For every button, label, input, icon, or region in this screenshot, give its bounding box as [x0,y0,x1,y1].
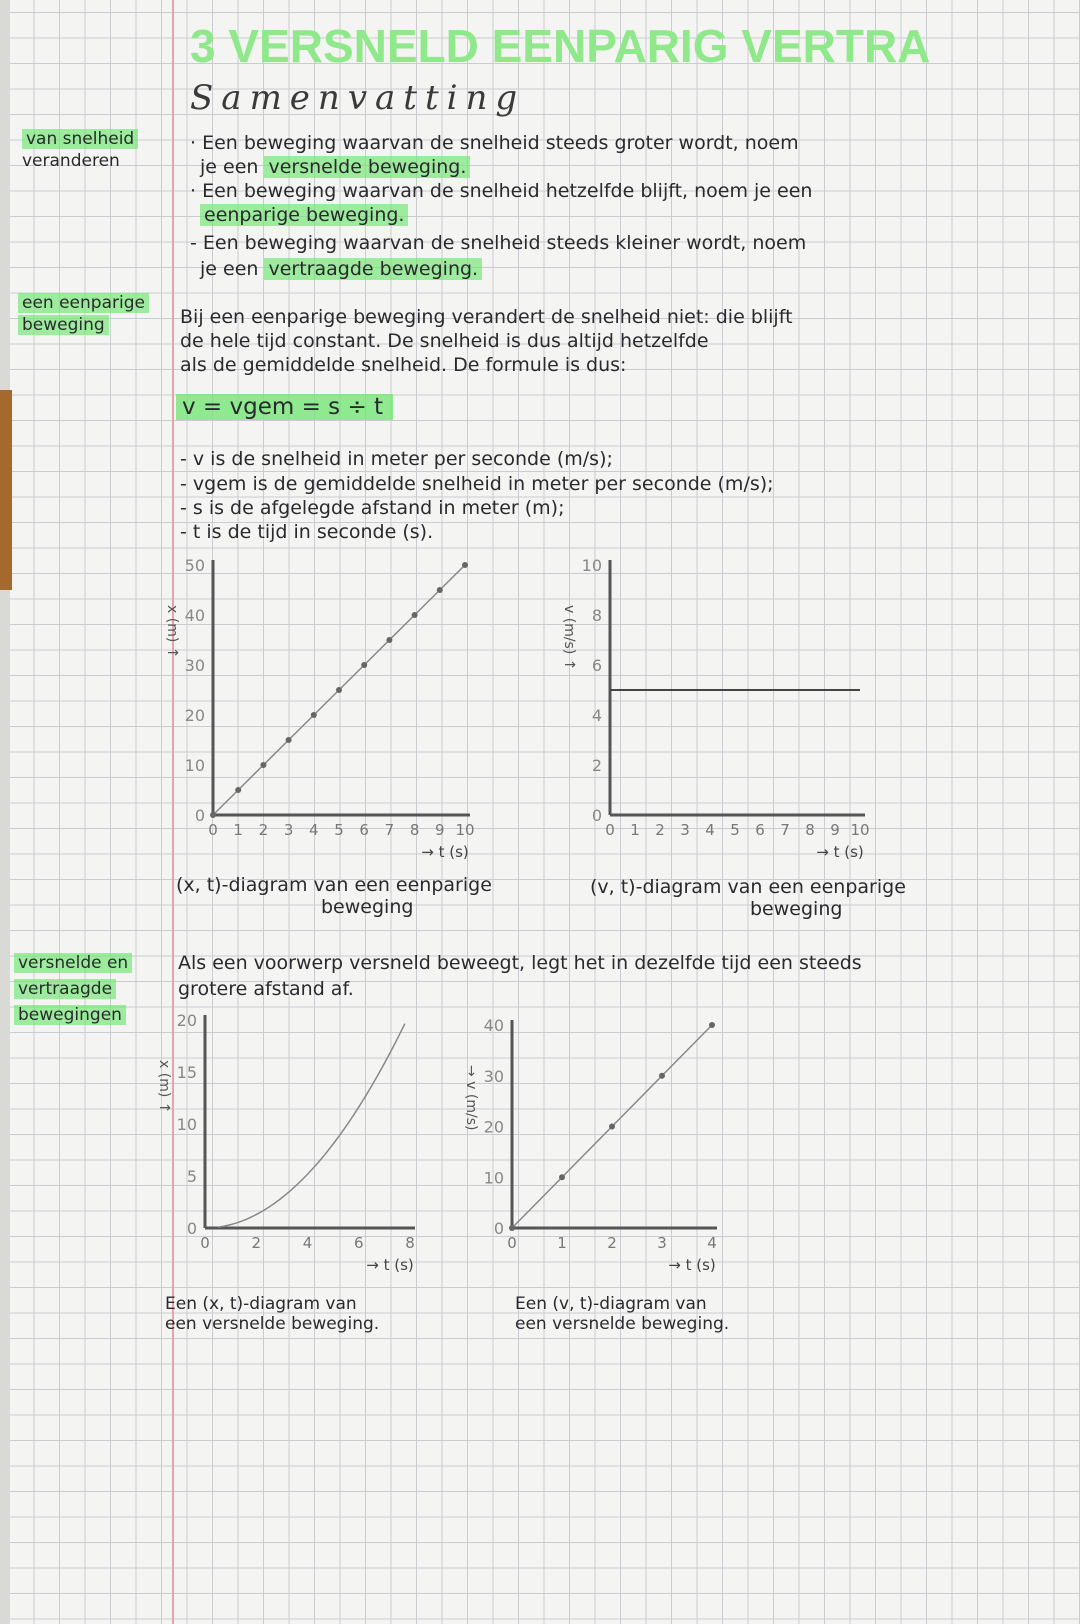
caption-line: Een (x, t)-diagram van [165,1294,357,1314]
x-tick-label: 1 [233,821,243,839]
x-tick-label: 3 [283,821,294,839]
y-tick-label: 0 [591,806,602,825]
x-tick-label: 9 [435,821,445,839]
data-point [559,1174,565,1180]
x-tick-label: 9 [830,821,840,839]
data-point [210,812,216,818]
text-line: als de gemiddelde snelheid. De formule is dus: [180,354,627,376]
y-tick-label: 20 [483,1117,504,1137]
series-line [218,1024,405,1228]
label-line: van snelheid [22,129,138,149]
data-point [437,587,443,593]
text-line: Als een voorwerp versneld beweegt, legt het in dezelfde tijd een steeds [178,952,862,974]
x-tick-label: 8 [405,1234,415,1252]
y-tick-label: 10 [184,756,205,775]
x-tick-label: 5 [730,821,740,839]
y-tick-label: 8 [591,606,602,625]
data-point [709,1022,715,1028]
y-axis-label: x (m) ↑ [156,1060,172,1114]
x-tick-label: 6 [755,821,765,839]
data-point [609,1124,615,1130]
label-line: bewegingen [14,1005,126,1025]
x-tick-label: 2 [251,1234,262,1252]
data-point [386,637,392,643]
title-script: Samenvatting [190,78,526,118]
x-tick-label: 2 [607,1234,617,1252]
text: je een [200,156,259,178]
y-tick-label: 4 [591,706,602,725]
x-tick-label: 6 [359,821,369,839]
data-point [336,687,342,693]
data-point [509,1225,515,1231]
data-point [286,737,292,743]
x-tick-label: 7 [384,821,395,839]
caption-line: (x, t)-diagram van een eenparige [176,874,492,896]
y-tick-label: 0 [186,1219,197,1238]
y-tick-label: 50 [184,556,205,575]
bullet: - t is de tijd in seconde (s). [180,521,434,543]
x-axis-label: → t (s) [421,843,469,861]
x-tick-label: 3 [680,821,690,839]
x-tick-label: 4 [302,1234,313,1252]
bullet: - vgem is de gemiddelde snelheid in meter per seconde (m/s); [180,473,774,495]
bullet: - s is de afgelegde afstand in meter (m); [180,497,565,519]
x-tick-label: 7 [780,821,790,839]
text-line: - Een beweging waarvan de snelheid steeds kleiner wordt, noem [190,232,807,254]
x-tick-label: 4 [707,1234,717,1252]
label-line: vertraagde [14,979,116,999]
y-tick-label: 30 [184,656,205,675]
x-axis-label: → t (s) [366,1256,414,1274]
y-tick-label: 30 [483,1066,504,1086]
y-tick-label: 20 [184,706,205,725]
bullet: - v is de snelheid in meter per seconde (m/s); [180,448,613,470]
y-tick-label: 40 [483,1016,504,1035]
highlight-term: versnelde beweging. [264,156,470,178]
data-point [235,787,241,793]
y-tick-label: 0 [493,1219,504,1238]
label-line: versnelde en [14,953,132,973]
label-line: beweging [18,315,109,335]
highlight-term: eenparige beweging. [200,204,408,226]
y-tick-label: 10 [176,1115,197,1134]
x-tick-label: 3 [657,1234,667,1252]
y-axis-label: v (m/s) ↑ [561,605,577,671]
label-line: een eenparige [18,293,149,313]
y-tick-label: 5 [186,1167,197,1186]
x-tick-label: 1 [630,821,640,839]
x-tick-label: 8 [409,821,420,839]
x-axis-label: → t (s) [816,843,864,861]
x-tick-label: 10 [850,821,870,839]
x-tick-label: 2 [655,821,665,839]
x-tick-label: 0 [208,821,218,839]
y-tick-label: 15 [176,1063,197,1082]
label-line: veranderen [22,151,120,171]
data-point [659,1073,665,1079]
x-tick-label: 8 [805,821,815,839]
caption-line: een versnelde beweging. [165,1314,380,1334]
x-tick-label: 0 [200,1234,210,1252]
x-tick-label: 4 [309,821,319,839]
y-tick-label: 0 [194,806,205,825]
y-tick-label: 20 [176,1011,197,1030]
highlight-term: vertraagde beweging. [264,258,482,280]
x-tick-label: 6 [353,1234,364,1252]
y-tick-label: 6 [591,656,602,675]
caption-line: beweging [750,898,843,920]
x-tick-label: 0 [605,821,615,839]
x-tick-label: 10 [455,821,475,839]
x-tick-label: 0 [507,1234,517,1252]
y-axis-label: → v (m/s) [463,1065,479,1131]
caption-line: (v, t)-diagram van een eenparige [590,876,906,898]
text-line: de hele tijd constant. De snelheid is dus altijd hetzelfde [180,330,709,352]
x-axis-label: → t (s) [668,1256,716,1274]
data-point [361,662,367,668]
y-tick-label: 10 [483,1168,504,1188]
data-point [412,612,418,618]
data-point [462,562,468,568]
text-line: Bij een eenparige beweging verandert de snelheid niet: die blijft [180,306,793,328]
text: je een [200,258,259,280]
data-point [260,762,266,768]
text-line: · Een beweging waarvan de snelheid hetzelfde blijft, noem je een [190,180,813,202]
formula: v = vgem = s ÷ t [176,394,393,420]
x-tick-label: 1 [557,1234,567,1252]
text-line: · Een beweging waarvan de snelheid steeds groter wordt, noem [190,132,799,154]
title-heading: 3 VERSNELD EENPARIG VERTRA [190,20,931,72]
y-axis-label: x (m) ↑ [164,605,180,659]
y-tick-label: 40 [184,606,205,625]
x-tick-label: 4 [705,821,715,839]
data-point [311,712,317,718]
y-tick-label: 10 [581,556,602,575]
caption-line: beweging [321,896,414,918]
x-tick-label: 5 [334,821,344,839]
caption-line: een versnelde beweging. [515,1314,730,1334]
y-tick-label: 2 [591,756,602,775]
x-tick-label: 2 [258,821,269,839]
caption-line: Een (v, t)-diagram van [515,1294,707,1314]
text-line: grotere afstand af. [178,978,354,1000]
